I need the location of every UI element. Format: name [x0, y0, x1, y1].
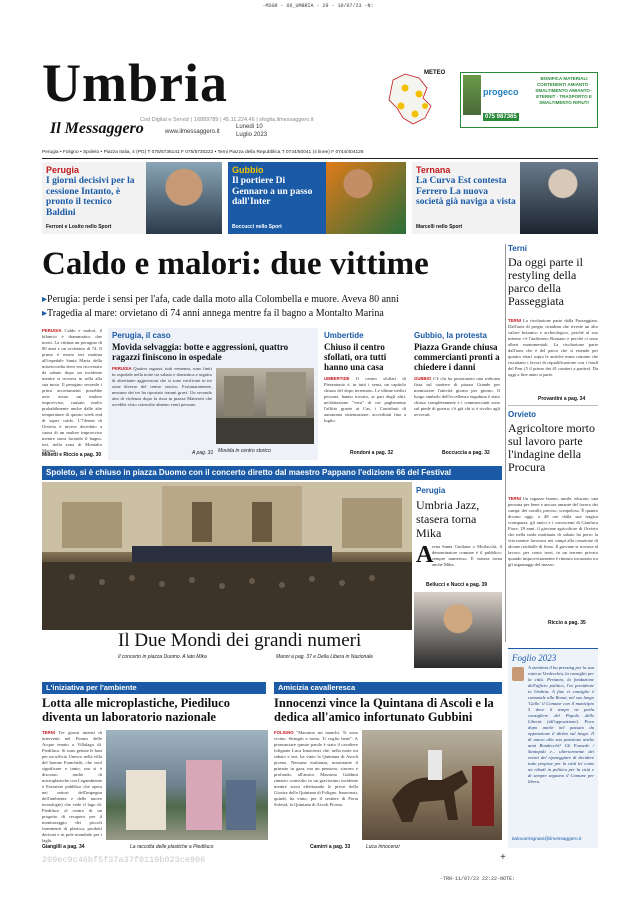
lead-body-text: Caldo e malori, il bilancio è drammatico due morti. La vittima un perugino di 80 anni e un orvietano di 74. Il primo è morto ieri mattina all'ospedale Santa Maria della misericordia dove era ricoverato da sabato dopo un incidente mentre si trovava in sella alla sua moto. Il perugino secondo i primi accertamenti potrebbe aver avuto un malore improvviso, causato molto probabilmente anche dalle alte temperature di questo week end di super caldo. L'74enne di Orvieto è invece deceduto a causa di un malore improvviso mentre stava facendo il bagno, ieri, nella zona di Montalto Marina. — [42, 328, 102, 453]
photo-page-ref[interactable]: Manni a pag. 37 e Della Libera in Nazionale — [276, 654, 374, 660]
mika-body: rena Santa Giuliana o Morlacchi, il denominatore comune è il pubblico: sempre numeroso. E stasera torna anche Mika. — [432, 544, 502, 567]
dateline: FOLIGNO — [274, 730, 294, 735]
concert-photo[interactable] — [42, 482, 412, 630]
bottom-left-bar: L'iniziativa per l'ambiente — [42, 682, 266, 694]
sidebar-body — [508, 496, 598, 618]
lead-sub1-text: Perugia: perde i sensi per l'afa, cade dalla moto alla Colombella e muore. Aveva 80 anni — [47, 294, 399, 305]
bottom-left-title[interactable]: Lotta alle microplastiche, Piediluco diventa un laboratorio nazionale — [42, 696, 230, 724]
teaser-kicker: Gubbio — [232, 165, 264, 175]
teaser-foot: Ferroni e Losito nello Sport — [46, 224, 112, 230]
sidebar-title[interactable]: Da oggi parte il restyling della parco della Passeggiata — [508, 255, 583, 308]
sidebar-credit[interactable]: Riccio a pag. 35 — [548, 620, 586, 626]
sun-icon — [412, 111, 419, 118]
bottom-code: -TRN-11/07/23 22:22-NOTE: — [440, 876, 516, 882]
teaser-gubbio[interactable] — [228, 162, 406, 234]
site-url[interactable]: www.ilmessaggero.it — [165, 129, 220, 135]
story-body — [414, 376, 500, 448]
foglio-body: A otentima il bu pressing per la sua rotta ai Verdecchia, la consiglio per la città. Pertanto, la fondazione dell'ufficio politico, l'ex presidente in Umbria. A fine vi consiglio è comunale alla Ronai, nel suo lungo 'Gallo' il Comune con il municipio 5 dove il tempo ne parla consigliere del Popolo delle Libertà (all'opposizione). Poco dopo anche nel passato da opposizione il diritto sul luogo. Il di nuovo alla sua posizione anche anni Bondecchi? Gli Fonsede / Santopali e... ulteriormente dei eventi del ripeteggiare di decidere tutto propose per la città lei come un ribadi in politica per la città e di sempre seguono il Comune per libera. — [528, 665, 595, 784]
dateline: TERNI — [42, 730, 55, 735]
mika-photo — [414, 592, 502, 668]
address-line: Perugia • Foligno • Spoleto • Piazza Italia, 4 (PG) T 075/5736141 F 075/5730222 • Terni Piazza della Repubblica T 0744/50041 (4 linee) F 0744/404126 — [42, 150, 364, 155]
dateline: PERUGIA — [42, 328, 62, 333]
ad-text: BONIFICA MATERIALI CONTENENTI AMIANTO · SMALTIMENTO AMIANTO · ETERNIT · TRASPORTO E SMALTIMENTO RIFIUTI — [535, 76, 593, 105]
ad-box[interactable] — [460, 72, 598, 128]
teaser-title: La Curva Est contesta Ferrero La nuova società già naviga a vista — [416, 176, 516, 207]
story-title: Piazza Grande chiusa commercianti pronti a chiedere i danni — [414, 342, 500, 372]
dateline: GUBBIO — [414, 376, 432, 381]
story-body — [324, 376, 406, 448]
lead-headline: Caldo e malori: due vittime — [42, 246, 429, 282]
foglio-title: Foglio 2023 — [512, 653, 557, 663]
bottom-left-body — [42, 730, 102, 842]
sidebar-body — [508, 318, 598, 396]
sun-icon — [422, 103, 428, 109]
story-body — [112, 366, 212, 450]
plastics-photo — [106, 730, 268, 840]
bottom-right-body-text: "Massimo mi manchi. Ti sono vicino. Stringiti a torna. Ti voglio bene". A pronunciare queste parole è stato il cavaliere folignate Luca Innocenzi che, nella notte tra sabato e ieri, ha vinto la Quintana di Ascoli piceno. Nessuna esultanza, nonostante il primato in gara, ma un pensiero, sincero e profondo, all'amico Massimo Gubbini rimasto coinvolto in un gravissimo incidente mentre stava effettuando le prove della Giostra della Quintana di Foligno. Innocenzi, quindi, ha vinto, per il sestiere di Porta Solestà, la Quintana di Ascoli Piceno. — [274, 730, 358, 807]
teaser-title: I giorni decisivi per la cessione Intanto, è pronto il tecnico Baldini — [46, 176, 135, 218]
story-photo — [216, 368, 314, 444]
story-movida[interactable] — [108, 328, 318, 460]
story-title: Chiuso il centro sfollati, ora tutti hanno una casa — [324, 342, 387, 372]
foglio-email[interactable]: italocarmignani@ilmessaggero.it — [512, 837, 582, 842]
teaser-kicker: Perugia — [46, 165, 80, 175]
bottom-right-credit[interactable]: Camirri a pag. 33 — [310, 844, 351, 850]
story-body-text: Quattro ragazzi, tutti ventenni, sono finiti in ospedale nella notte tra sabato e domenica a seguito di altrettante aggressioni che si sono verificate in tre zone diverse del centro storico. Fortunatamente, nessuno dei tre ha riportato traumi gravi. Un secondo atto di violenza dopo la rissa in piazza Matteotti che avrebbe visto coinvolte almeno venti persone. — [112, 366, 212, 407]
teaser-photo — [146, 162, 222, 234]
mika-dropcap: A — [416, 542, 434, 568]
sidebar-body-text: La rivoluzione parte dalla Passeggiata. Dall'area di pregio cittadina che riveste un alto valore botanico e archeologico, perché al suo interno c'è l'anfiteatro Romano e perché ci sono alberi monumentali. La rivoluzione parte dall'area che è del parco che si estende per quattro ettari sopra le antiche mura romane che riscattano i lavori di riqualificazione con i fondi del Pnrr (5 il primo dei 41 cantieri a partire). Da oggi a fine anno si parte. — [508, 318, 598, 377]
dateline: TERNI — [508, 318, 521, 323]
dateline: TERNI — [508, 496, 521, 501]
teaser-title: Il portiere Di Gennaro a un passo dall'Inter — [232, 176, 313, 207]
sidebar-title[interactable]: Agricoltore morto sul lavoro parte l'indagine della Procura — [508, 421, 595, 474]
sidebar-kicker: Orvieto — [508, 410, 537, 419]
teaser-ternana[interactable] — [412, 162, 598, 234]
ad-brand: progeco — [483, 87, 519, 97]
story-title: Movida selvaggia: botte e aggressioni, quattro ragazzi finiscono in ospedale — [112, 342, 289, 362]
sidebar-body-text: Un ragazzo buono, umile, educato, una persona per bene e ancora amante del lavoro dei campi, dei cavalli, preciso, scrupoloso. È quanto dicono oggi, a 48 ore dalla sua tragica scomparsa, gli amici e i conoscenti di Gianluca Fiore, 29 anni, il giovane agricoltore di Orvieto che nella tarda mattinata di sabato ha perso la vita mentre lavorava nei campi alla creazione di alcune rotoballe di fieno. Il giovane si trovava al lavoro, per conto terzi, in un terreno privato quando improvvisamente è rimasto incastrato tra gli ingranaggi del mezzo. — [508, 496, 598, 567]
dateline: UMBERTIDE — [324, 376, 350, 381]
ad-phone: 075 987365 — [485, 114, 517, 120]
bottom-right-bar: Amicizia cavalleresca — [274, 682, 502, 694]
teaser-photo — [326, 162, 406, 234]
lead-sub2-text: Tragedia al mare: orvietano di 74 anni annega mentre fa il bagno a Montalto Marina — [47, 308, 384, 319]
quintana-photo — [362, 730, 502, 840]
promo-text: Cod Digital e Servizi | 16889789 | 45.11.224.46 | sfoglia.ilmessaggero.it — [140, 117, 314, 123]
teaser-photo — [520, 162, 598, 234]
sidebar-credit[interactable]: Provantini a pag. 34 — [538, 396, 586, 402]
story-credit[interactable]: Boccuccia a pag. 32 — [442, 450, 490, 456]
story-kicker: Perugia, il caso — [112, 331, 171, 340]
teaser-perugia[interactable] — [42, 162, 222, 234]
mika-credit[interactable]: Bellucci e Nucci a pag. 39 — [426, 582, 488, 588]
lead-sub2: ▸Tragedia al mare: orvietano di 74 anni annega mentre fa il bagno a Montalto Marina — [42, 308, 384, 319]
mika-title: Umbria Jazz, stasera torna Mika — [416, 498, 480, 540]
story-gubbio[interactable] — [412, 328, 502, 460]
paper-logo: Il Messaggero — [50, 120, 144, 137]
photo-caption: Il concerto in piazza Duomo. A lato Mika — [118, 654, 207, 660]
mika-box[interactable] — [414, 482, 502, 668]
sun-icon — [398, 103, 405, 110]
avatar — [512, 667, 524, 681]
sidebar — [508, 244, 598, 644]
quintana-caption: Luca Innocenzi — [366, 844, 400, 850]
dateline: PERUGIA — [112, 366, 132, 371]
foglio-box — [508, 648, 598, 848]
bottom-left-body-text: Tre giorni intensi di interventi nel Forum delle Acque tenuto a Villalago di. Piediluco. Si sono gettate le basi per un ufficio Unesco nella villa del barone Franchetti, che vuol significare e tanto, ma si è discusso anche di microplastiche con Legambiente e Esessiere pubblico che opera nei settori dell'impegno dell'ambiente e delle nuove tecnologie) che vede il lago di. Piediluco al centro di un progetto di recupero per il monitoraggio dei piccoli frammenti di plastica, prodotti derivati e in pole mondiale per i laghi. — [42, 730, 102, 843]
story-umbertide[interactable] — [322, 328, 408, 460]
teaser-kicker: Ternana — [416, 165, 451, 175]
issue-month: Luglio 2023 — [236, 132, 268, 138]
lead-sub1: ▸Perugia: perde i sensi per l'afa, cade dalla moto alla Colombella e muore. Aveva 80 anni — [42, 294, 399, 305]
meteo-label: METEO — [424, 70, 446, 76]
mika-kicker: Perugia — [416, 486, 446, 495]
lead-body — [42, 328, 102, 453]
story-caption: Movida in centro storico — [218, 448, 271, 454]
photo-overlay-title: Il Due Mondi dei grandi numeri — [118, 630, 362, 651]
story-kicker: Gubbio, la protesta — [414, 331, 487, 340]
page-code: -MSGR - 06_UMBRIA - 29 - 10/07/23 -N: — [262, 3, 374, 9]
spoleto-banner: Spoleto, si è chiuso in piazza Duomo con il concerto diretto dal maestro Pappano l'edizione 66 del Festival — [42, 466, 502, 480]
issue-day: Lunedì 10 — [236, 124, 263, 130]
story-kicker: Umbertide — [324, 331, 364, 340]
sun-icon — [416, 91, 423, 98]
bottom-left-credit[interactable]: Giangilli a pag. 34 — [42, 844, 85, 850]
bottom-right-body — [274, 730, 358, 840]
crop-mark: + — [500, 852, 506, 863]
story-body-text: C'è chi ha posizionato una webcam fissa sul cantiere di piazza Grande per monitorare l'attività giorno per giorno. Il luogo simbolo dell'eccellenza eugubina è stato chiuso completamente e i commercianti sono sul piede di guerra: c'è già chi si è rivolto agli avvocati. — [414, 376, 500, 417]
page-hash: 209ec9c46bf5f37a37f0119b023ce906 — [42, 855, 206, 865]
story-page[interactable]: A pag. 31 — [192, 450, 214, 456]
ad-photo — [463, 75, 481, 115]
teaser-foot: Marcelli nello Sport — [416, 224, 463, 230]
plastics-caption: La raccolta delle plastiche a Piediluco — [130, 844, 214, 850]
story-credit[interactable]: Rondoni a pag. 32 — [350, 450, 394, 456]
story-body-text: Il centro sfollati di Pierantonio è, in tutti i sensi, un capitolo chiuso del dopo terremoto. Le ultime tredici persone, hanno trovato, ai pari degli altri, un'abitazione "vera" di cui pagheranno l'affitto grazie ai Cas, i Contributi di autonoma sistemazione, accreditati fino a luglio. — [324, 376, 407, 423]
teaser-foot: Boccucci nello Sport — [232, 224, 282, 230]
sun-icon — [402, 85, 409, 92]
sidebar-kicker: Terni — [508, 244, 527, 253]
masthead-title: Umbria — [42, 53, 228, 113]
lead-credit[interactable]: Milletti e Riccio a pag. 30 — [42, 452, 102, 458]
weather-map — [375, 70, 453, 128]
bottom-right-title[interactable]: Innocenzi vince la Quintana di Ascoli e la dedica all'amico infortunato Gubbini — [274, 696, 494, 724]
